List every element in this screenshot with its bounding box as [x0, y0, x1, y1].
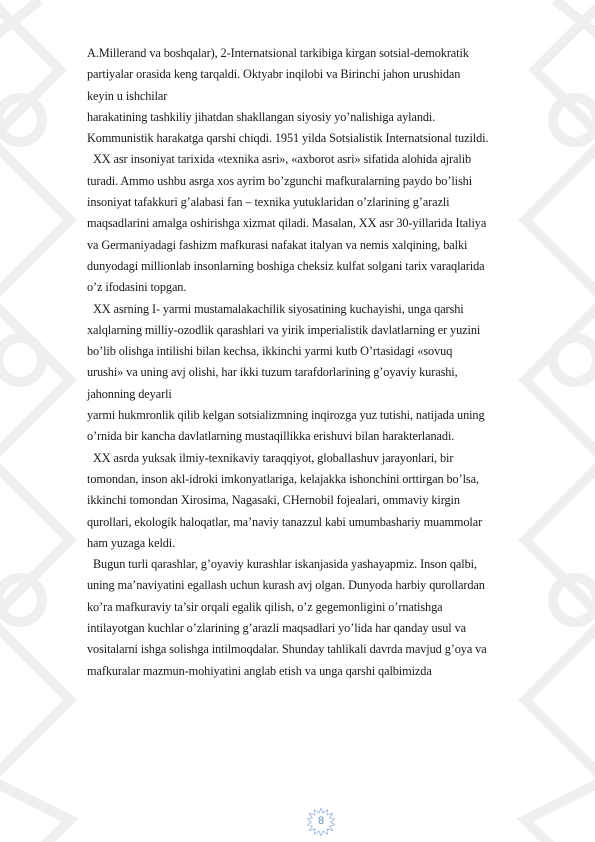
text-line: ko’ra mafkuraviy ta’sir orqali egalik qilish, o’z gegemonligini o’rnatishga — [87, 599, 443, 614]
text-line: jahonning deyarli — [87, 386, 172, 401]
text-line: tomondan, inson akl-idroki imkonyatlariga, kelajakka ishonchini orttirgan bo’lsa, — [87, 471, 479, 486]
text-line: urushi» va uning avj olishi, har ikki tuzum tarafdorlarining g’oyaviy kurashi, — [87, 365, 458, 380]
text-line: XX asr insoniyat tarixida «texnika asri», «axborot asri» sifatida alohida ajralib — [87, 152, 472, 167]
text-line: dunyodagi millionlab insonlarning boshiga cheksiz kulfat solgani tarix varaqlarida — [87, 258, 485, 273]
text-line: intilayotgan kuchlar o’zlarining g’arazli maqsadlari yo’lida har qanday usul va — [87, 621, 466, 636]
page-number-badge — [307, 808, 335, 836]
decorative-border-left — [0, 0, 90, 842]
text-line: XX asrda yuksak ilmiy-texnikaviy taraqqiyot, globallashuv jarayonlari, bir — [87, 450, 454, 465]
text-line: mafkuralar mazmun-mohiyatini anglab etish va unga qarshi qalbimizda — [87, 663, 432, 678]
text-line: vositalarni ishga solishga intilmoqdalar. Shunday tahlikali davrda mavjud g’oya va — [87, 642, 487, 657]
document-body — [87, 43, 557, 682]
text-line: ikkinchi tomondan Xirosima, Nagasaki, CHernobil fojealari, ommaviy kirgin — [87, 493, 460, 508]
text-line: harakatining tashkiliy jihatdan shakllangan siyosiy yo’nalishiga aylandi. — [87, 109, 436, 124]
text-line: maqsadlarini amalga oshirishga xizmat qiladi. Masalan, XX asr 30-yillarida Italiya — [87, 216, 487, 231]
text-line: bo’lib olishga intilishi bilan kechsa, ikkinchi yarmi kutb O’rtasidagi «sovuq — [87, 344, 453, 359]
text-line: o’z ifodasini topgan. — [87, 280, 187, 295]
text-line: keyin u ishchilar — [87, 88, 168, 103]
text-line: A.Millerand va boshqalar), 2-Internatsional tarkibiga kirgan sotsial-demokratik — [87, 46, 469, 60]
text-line: yarmi hukmronlik qilib kelgan sotsializmning inqirozga yuz tutishi, natijada uning — [87, 408, 485, 423]
text-line: o’rnida bir kancha davlatlarning mustaqillikka erishuvi bilan harakterlanadi. — [87, 429, 455, 444]
text-line: partiyalar orasida keng tarqaldi. Oktyabr inqilobi va Birinchi jahon urushidan — [87, 67, 461, 82]
text-line: XX asrning I- yarmi mustamalakachilik siyosatining kuchayishi, unga qarshi — [87, 301, 464, 316]
text-line: ham yuzaga keldi. — [87, 535, 176, 550]
text-line: insoniyat tafakkuri g’alabasi fan – texnika yutuklaridan o’zlarining g’arazli — [87, 195, 450, 210]
page-number: 8 — [317, 815, 325, 827]
text-line: uning ma’naviyatini egallash uchun kurash avj olgan. Dunyoda harbiy qurollardan — [87, 578, 485, 593]
text-line: Kommunistik harakatga qarshi chiqdi. 1951 yilda Sotsialistik Internatsional tuzildi. — [87, 131, 489, 146]
text-line: turadi. Ammo ushbu asrga xos ayrim bo’zgunchi mafkuralarning paydo bo’lishi — [87, 173, 473, 188]
text-line: qurollari, ekologik haloqatlar, ma’naviy tanazzul kabi umumbashariy muammolar — [87, 514, 483, 529]
text-line: xalqlarning milliy-ozodlik qarashlari va yirik imperialistik davlatlarning er yuzini — [87, 322, 481, 337]
text-line: va Germaniyadagi fashizm mafkurasi nafakat italyan va nemis xalqining, balki — [87, 237, 468, 252]
text-line: Bugun turli qarashlar, g’oyaviy kurashlar iskanjasida yashayapmiz. Inson qalbi, — [87, 557, 477, 572]
